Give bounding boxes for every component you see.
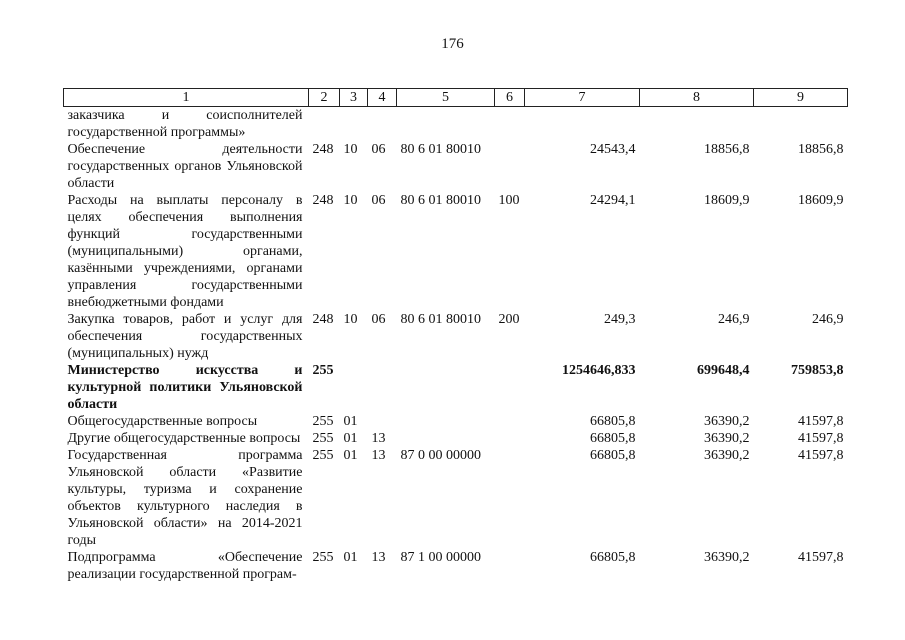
column-header-2: 2 — [309, 89, 340, 107]
row-name-cell: Другие общегосударственные вопросы — [67, 431, 301, 446]
column-header-3: 3 — [340, 89, 368, 107]
subsection-code-cell — [368, 413, 397, 430]
row-name-cell: Закупка товаров, работ и услуг для обеспечения государственных (муниципальных) нужд — [67, 312, 303, 361]
expense-type-cell: 100 — [498, 193, 520, 208]
amount-col9-cell: 18609,9 — [798, 193, 844, 208]
subsection-code-cell: 13 — [371, 431, 386, 446]
section-code-cell — [340, 362, 368, 413]
expense-type-cell — [495, 141, 525, 192]
column-header-9: 9 — [754, 89, 848, 107]
column-header-7: 7 — [525, 89, 640, 107]
section-code-cell: 01 — [343, 448, 358, 463]
amount-col9-cell: 18856,8 — [798, 142, 844, 157]
gr-code-cell: 255 — [312, 363, 334, 378]
gr-code-cell: 255 — [312, 414, 334, 429]
expense-type-cell — [495, 447, 525, 549]
table-body — [64, 107, 848, 584]
amount-col7-cell — [525, 107, 640, 142]
row-name-cell: Государственная программа Ульяновской области «Развитие культуры, туризма и сохранение объектов культурного наследия в Ульяновской области» на 2014-2021 годы — [67, 448, 303, 548]
row-name-cell: Подпрограмма «Обеспечение реализации государственной програм- — [67, 550, 303, 582]
target-article-cell: 80 6 01 80010 — [400, 193, 481, 208]
amount-col7-cell: 249,3 — [604, 312, 636, 327]
table-row — [64, 413, 848, 430]
amount-col8-cell: 18609,9 — [704, 193, 750, 208]
gr-code-cell — [309, 107, 340, 142]
row-name-cell: Обеспечение деятельности государственных органов Ульяновской области — [67, 142, 303, 191]
section-code-cell: 10 — [343, 142, 358, 157]
subsection-code-cell: 06 — [371, 312, 386, 327]
amount-col7-cell: 24543,4 — [590, 142, 636, 157]
expense-type-cell — [495, 107, 525, 142]
target-article-cell: 80 6 01 80010 — [400, 312, 481, 327]
expense-type-cell — [495, 430, 525, 447]
amount-col8-cell: 36390,2 — [704, 431, 750, 446]
column-header-1: 1 — [64, 89, 309, 107]
amount-col9-cell — [754, 107, 848, 142]
row-name-cell: Министерство искусства и культурной политики Ульяновской области — [67, 363, 303, 412]
amount-col7-cell: 66805,8 — [590, 448, 636, 463]
row-name-cell: заказчика и соисполнителей государственной программы» — [67, 108, 303, 140]
subsection-code-cell — [368, 362, 397, 413]
target-article-cell — [397, 107, 495, 142]
subsection-code-cell: 06 — [371, 142, 386, 157]
table-row — [64, 107, 848, 142]
column-header-5: 5 — [397, 89, 495, 107]
table-row — [64, 141, 848, 192]
target-article-cell: 87 1 00 00000 — [400, 550, 481, 565]
subsection-code-cell: 06 — [371, 193, 386, 208]
section-code-cell — [340, 107, 368, 142]
column-header-6: 6 — [495, 89, 525, 107]
expense-type-cell — [495, 413, 525, 430]
target-article-cell: 87 0 00 00000 — [400, 448, 481, 463]
section-code-cell: 01 — [343, 431, 358, 446]
amount-col8-cell — [640, 107, 754, 142]
expense-type-cell — [495, 362, 525, 413]
amount-col9-cell: 41597,8 — [798, 448, 844, 463]
amount-col9-cell: 759853,8 — [791, 363, 844, 378]
amount-col9-cell: 246,9 — [812, 312, 844, 327]
target-article-cell — [397, 430, 495, 447]
amount-col9-cell: 41597,8 — [798, 414, 844, 429]
section-code-cell: 10 — [343, 193, 358, 208]
subsection-code-cell — [368, 107, 397, 142]
gr-code-cell: 248 — [312, 142, 334, 157]
subsection-code-cell: 13 — [371, 550, 386, 565]
expense-type-cell: 200 — [498, 312, 520, 327]
amount-col9-cell: 41597,8 — [798, 550, 844, 565]
gr-code-cell: 255 — [312, 448, 334, 463]
budget-table — [63, 88, 848, 583]
row-name-cell: Расходы на выплаты персоналу в целях обеспечения выполнения функций государственными (муниципальными) органами, казёнными учреждениями, органами управления государственными внебюджетными фондами — [67, 193, 303, 310]
row-name-cell: Общегосударственные вопросы — [67, 414, 258, 429]
amount-col9-cell: 41597,8 — [798, 431, 844, 446]
table-row — [64, 549, 848, 583]
column-number-header-row — [64, 89, 848, 107]
target-article-cell — [397, 362, 495, 413]
table-row — [64, 447, 848, 549]
expense-type-cell — [495, 549, 525, 583]
section-code-cell: 10 — [343, 312, 358, 327]
gr-code-cell: 248 — [312, 312, 334, 327]
amount-col8-cell: 36390,2 — [704, 448, 750, 463]
amount-col8-cell: 699648,4 — [697, 363, 750, 378]
target-article-cell: 80 6 01 80010 — [400, 142, 481, 157]
amount-col7-cell: 1254646,833 — [562, 363, 636, 378]
target-article-cell — [397, 413, 495, 430]
column-header-8: 8 — [640, 89, 754, 107]
amount-col8-cell: 18856,8 — [704, 142, 750, 157]
amount-col8-cell: 36390,2 — [704, 414, 750, 429]
column-header-4: 4 — [368, 89, 397, 107]
subsection-code-cell: 13 — [371, 448, 386, 463]
page-number: 176 — [441, 36, 464, 52]
section-code-cell: 01 — [343, 550, 358, 565]
amount-col7-cell: 66805,8 — [590, 550, 636, 565]
table-row — [64, 311, 848, 362]
table-row — [64, 192, 848, 311]
gr-code-cell: 248 — [312, 193, 334, 208]
amount-col7-cell: 66805,8 — [590, 431, 636, 446]
amount-col7-cell: 24294,1 — [590, 193, 636, 208]
gr-code-cell: 255 — [312, 431, 334, 446]
amount-col8-cell: 36390,2 — [704, 550, 750, 565]
gr-code-cell: 255 — [312, 550, 334, 565]
amount-col7-cell: 66805,8 — [590, 414, 636, 429]
table-row — [64, 430, 848, 447]
table-row — [64, 362, 848, 413]
amount-col8-cell: 246,9 — [718, 312, 750, 327]
section-code-cell: 01 — [343, 414, 358, 429]
